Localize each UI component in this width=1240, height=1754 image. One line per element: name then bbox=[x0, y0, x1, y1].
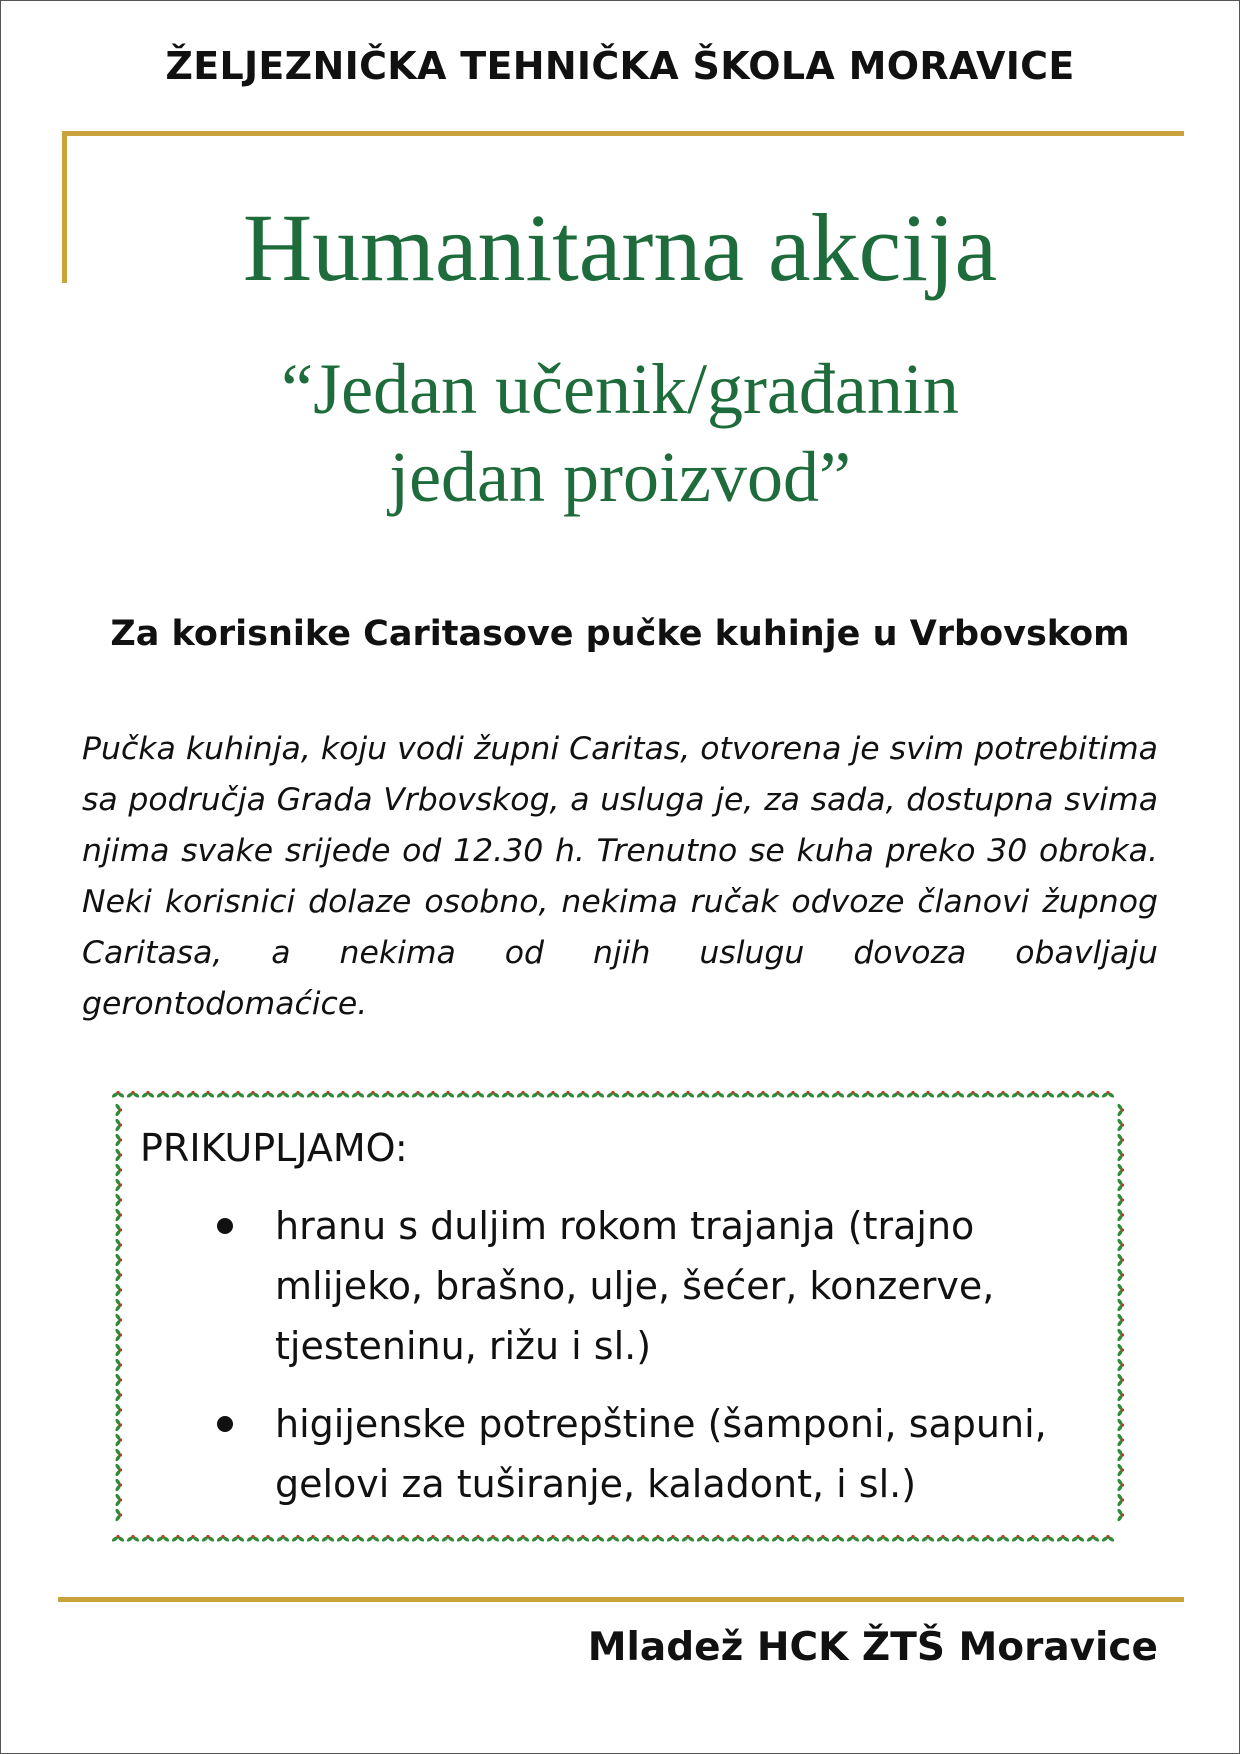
list-item bbox=[0, 1196, 1105, 1376]
list-item-text: higijenske potrepštine (šamponi, sapuni, gelovi za tuširanje, kaladont, i sl.) bbox=[275, 1402, 1047, 1506]
bullet-icon bbox=[217, 1218, 233, 1234]
slogan bbox=[0, 345, 1240, 521]
slogan-line-1: “Jedan učenik/građanin bbox=[281, 349, 959, 429]
top-gold-line bbox=[62, 131, 1184, 136]
bottom-gold-line bbox=[58, 1597, 1184, 1602]
slogan-line-2: jedan proizvod” bbox=[389, 437, 851, 517]
footer-signature: Mladež HCK ŽTŠ Moravice bbox=[587, 1625, 1158, 1670]
school-name: ŽELJEZNIČKA TEHNIČKA ŠKOLA MORAVICE bbox=[165, 44, 1075, 88]
list-item-text: hranu s duljim rokom trajanja (trajno mlijeko, brašno, ulje, šećer, konzerve, tjesteninu, rižu i sl.) bbox=[275, 1204, 995, 1368]
page-title: Humanitarna akcija bbox=[242, 194, 998, 301]
list-item bbox=[0, 1394, 1105, 1514]
bullet-icon bbox=[217, 1416, 233, 1432]
description-paragraph: Pučka kuhinja, koju vodi župni Caritas, otvorena je svim potrebitima sa područja Grada Vrbovskog, a usluga je, za sada, dostupna svima njima svake srijede od 12.30 h. Trenutno se kuha preko 30 obroka. Neki korisnici dolaze osobno, nekima ručak odvoze članovi župnog Caritasa, a nekima od njih uslugu dovoza obavljaju gerontodomaćice. bbox=[82, 731, 1158, 1022]
collect-list bbox=[0, 1196, 1240, 1532]
subtitle: Za korisnike Caritasove pučke kuhinje u Vrbovskom bbox=[110, 614, 1130, 654]
collect-heading: PRIKUPLJAMO: bbox=[140, 1126, 408, 1170]
